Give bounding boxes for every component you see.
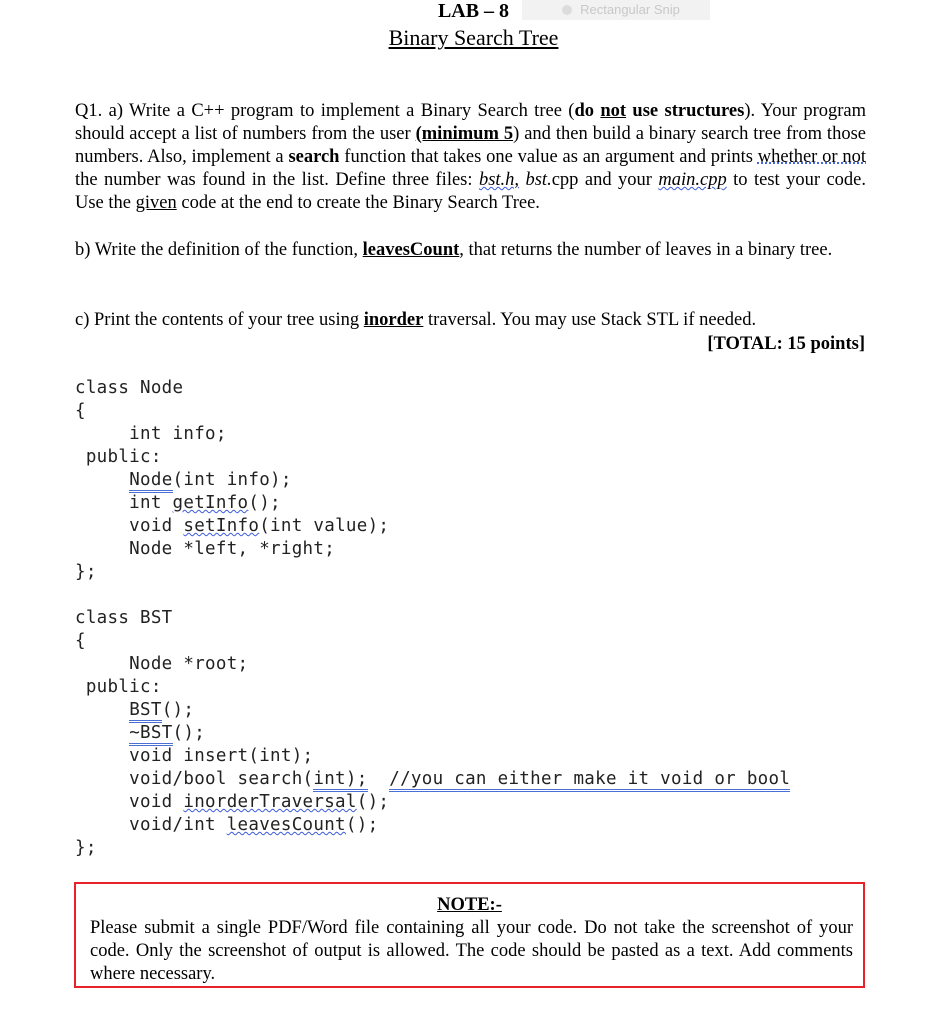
code-class-node [75,377,389,584]
code-token: Node [129,470,172,493]
q1b-bold-leavescount: leavesCount [362,240,460,260]
question-1b [75,239,866,262]
q1a-text: cpp and your [551,170,659,190]
lab-title: LAB – 8 [437,0,510,22]
code-class-bst [75,607,790,860]
code-token: inorderTraversal [183,792,357,812]
code-indent [75,470,129,490]
code-token: (); [248,493,281,513]
q1a-bold-not: not [600,101,627,121]
code-indent [75,723,129,743]
code-indent: void [75,792,184,812]
q1b-text: , that returns the number of leaves in a binary tree. [459,240,833,260]
question-1c [75,309,866,332]
code-line: int info; [75,424,227,444]
code-line: class BST [75,608,173,628]
page-subtitle: Binary Search Tree [388,25,559,50]
code-token: (int value); [259,516,390,536]
code-token: (); [345,815,379,835]
q1a-bold-search: search [288,147,340,167]
code-indent: void/bool search( [75,769,314,789]
code-line: Node *left, *right; [75,539,336,559]
q1a-text: code at the end to create the Binary Search Tree. [176,193,540,213]
code-line: void insert(int); [75,746,314,766]
code-comment: //you can either make it void or bool [389,769,790,792]
code-token: setInfo [183,516,260,536]
code-token: (int info); [172,470,292,490]
code-token: leavesCount [226,815,346,835]
code-token [368,769,390,789]
q1a-text: function that takes one value as an argument and prints [339,147,758,167]
question-1a [75,100,866,215]
note-title: NOTE:- [437,895,502,915]
q1a-text: ). Your program should accept a list of numbers from the user [75,101,866,144]
code-token: getInfo [172,493,249,513]
q1c-text: traversal. You may use Stack STL if needed. [423,310,757,330]
q1c-bold-inorder: inorder [363,310,424,330]
code-line: }; [75,562,97,582]
code-line: public: [75,447,162,467]
code-token: int); [313,769,367,792]
snip-icon [562,5,572,15]
code-token: (); [172,723,206,743]
q1a-text: to test your code. Use the [75,170,866,213]
file-bst-h: bst.h, [478,170,520,190]
file-main-cpp: main.cpp [658,170,727,190]
q1a-bold-do: do [574,101,601,121]
code-line: { [75,631,86,651]
snip-label: Rectangular Snip [580,2,680,17]
code-indent [75,700,129,720]
code-line: Node *root; [75,654,249,674]
q1c-text: c) Print the contents of your tree using [75,310,364,330]
q1a-text: Q1. a) Write a C++ program to implement a Binary Search tree ( [75,101,575,121]
code-line: class Node [75,378,184,398]
note-text: Please submit a single PDF/Word file containing all your code. Do not take the screenshot of your code. Only the screenshot of output is allowed. The code should be pasted as a text. Add comments where necessary. [90,918,853,984]
code-token: BST [129,700,162,723]
q1b-text: b) Write the definition of the function, [75,240,363,260]
code-line: }; [75,838,97,858]
q1a-text: the number was found in the list. Define three files: [75,170,479,190]
q1a-bold-minimum: (minimum 5 [415,124,514,144]
code-line: public: [75,677,162,697]
code-indent: void/int [75,815,227,835]
q1a-bold-structures: use structures [626,101,745,121]
code-line: { [75,401,86,421]
code-indent: void [75,516,184,536]
q1a-given: given [135,193,177,213]
code-token: (); [161,700,195,720]
code-indent: int [75,493,173,513]
note-box [74,882,865,988]
code-token: (); [356,792,390,812]
q1a-text: ) and then build a binary search tree from those numbers. Also, implement a [75,124,866,167]
q1a-whether-or-not: whether or not [757,147,866,167]
file-bst-cpp: bst. [525,170,552,190]
rectangular-snip-overlay [522,0,710,20]
code-token: ~BST [129,723,172,746]
total-points: [TOTAL: 15 points] [707,334,865,354]
